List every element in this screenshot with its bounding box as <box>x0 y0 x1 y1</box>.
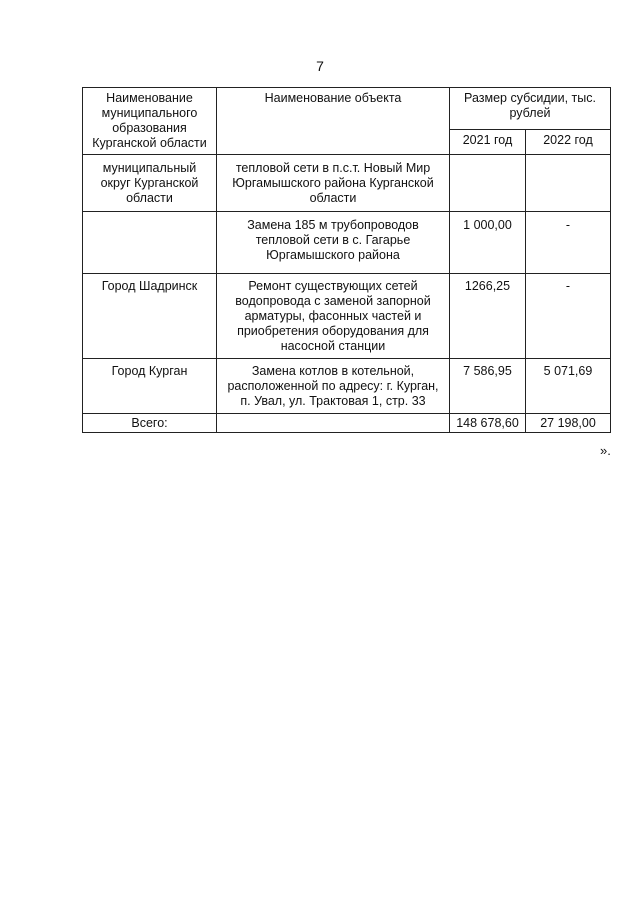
table-row <box>83 274 611 359</box>
cell-2022: 5 071,69 <box>526 359 611 414</box>
cell-object: Ремонт существующих сетей водопровода с заменой запорной арматуры, фасонных частей и приобретения оборудования для насосной станции <box>217 274 450 359</box>
table-row <box>83 359 611 414</box>
cell-2022 <box>526 155 611 212</box>
table-row <box>83 212 611 274</box>
header-municipality: Наименование муниципального образования Курганской области <box>83 88 217 155</box>
cell-2021: 7 586,95 <box>450 359 526 414</box>
closing-quote-mark: ». <box>600 443 611 458</box>
cell-municipality: муниципальный округ Курганской области <box>83 155 217 212</box>
cell-municipality <box>83 212 217 274</box>
header-year-2021: 2021 год <box>450 130 526 155</box>
header-subsidy: Размер субсидии, тыс. рублей <box>450 88 611 130</box>
cell-object: Замена котлов в котельной, расположенной по адресу: г. Курган, п. Увал, ул. Трактовая 1, стр. 33 <box>217 359 450 414</box>
total-2021: 148 678,60 <box>450 414 526 433</box>
cell-object: Замена 185 м трубопроводов тепловой сети в с. Гагарье Юргамышского района <box>217 212 450 274</box>
table-header-row <box>83 88 611 130</box>
cell-object: тепловой сети в п.с.т. Новый Мир Юргамышского района Курганской области <box>217 155 450 212</box>
header-year-2022: 2022 год <box>526 130 611 155</box>
cell-municipality: Город Курган <box>83 359 217 414</box>
header-object: Наименование объекта <box>217 88 450 155</box>
cell-2021: 1266,25 <box>450 274 526 359</box>
subsidy-table <box>82 87 611 433</box>
total-2022: 27 198,00 <box>526 414 611 433</box>
total-label: Всего: <box>83 414 217 433</box>
cell-municipality: Город Шадринск <box>83 274 217 359</box>
cell-2022: - <box>526 212 611 274</box>
table-total-row <box>83 414 611 433</box>
table-row <box>83 155 611 212</box>
total-object <box>217 414 450 433</box>
cell-2021: 1 000,00 <box>450 212 526 274</box>
cell-2021 <box>450 155 526 212</box>
page-number: 7 <box>316 58 324 74</box>
cell-2022: - <box>526 274 611 359</box>
